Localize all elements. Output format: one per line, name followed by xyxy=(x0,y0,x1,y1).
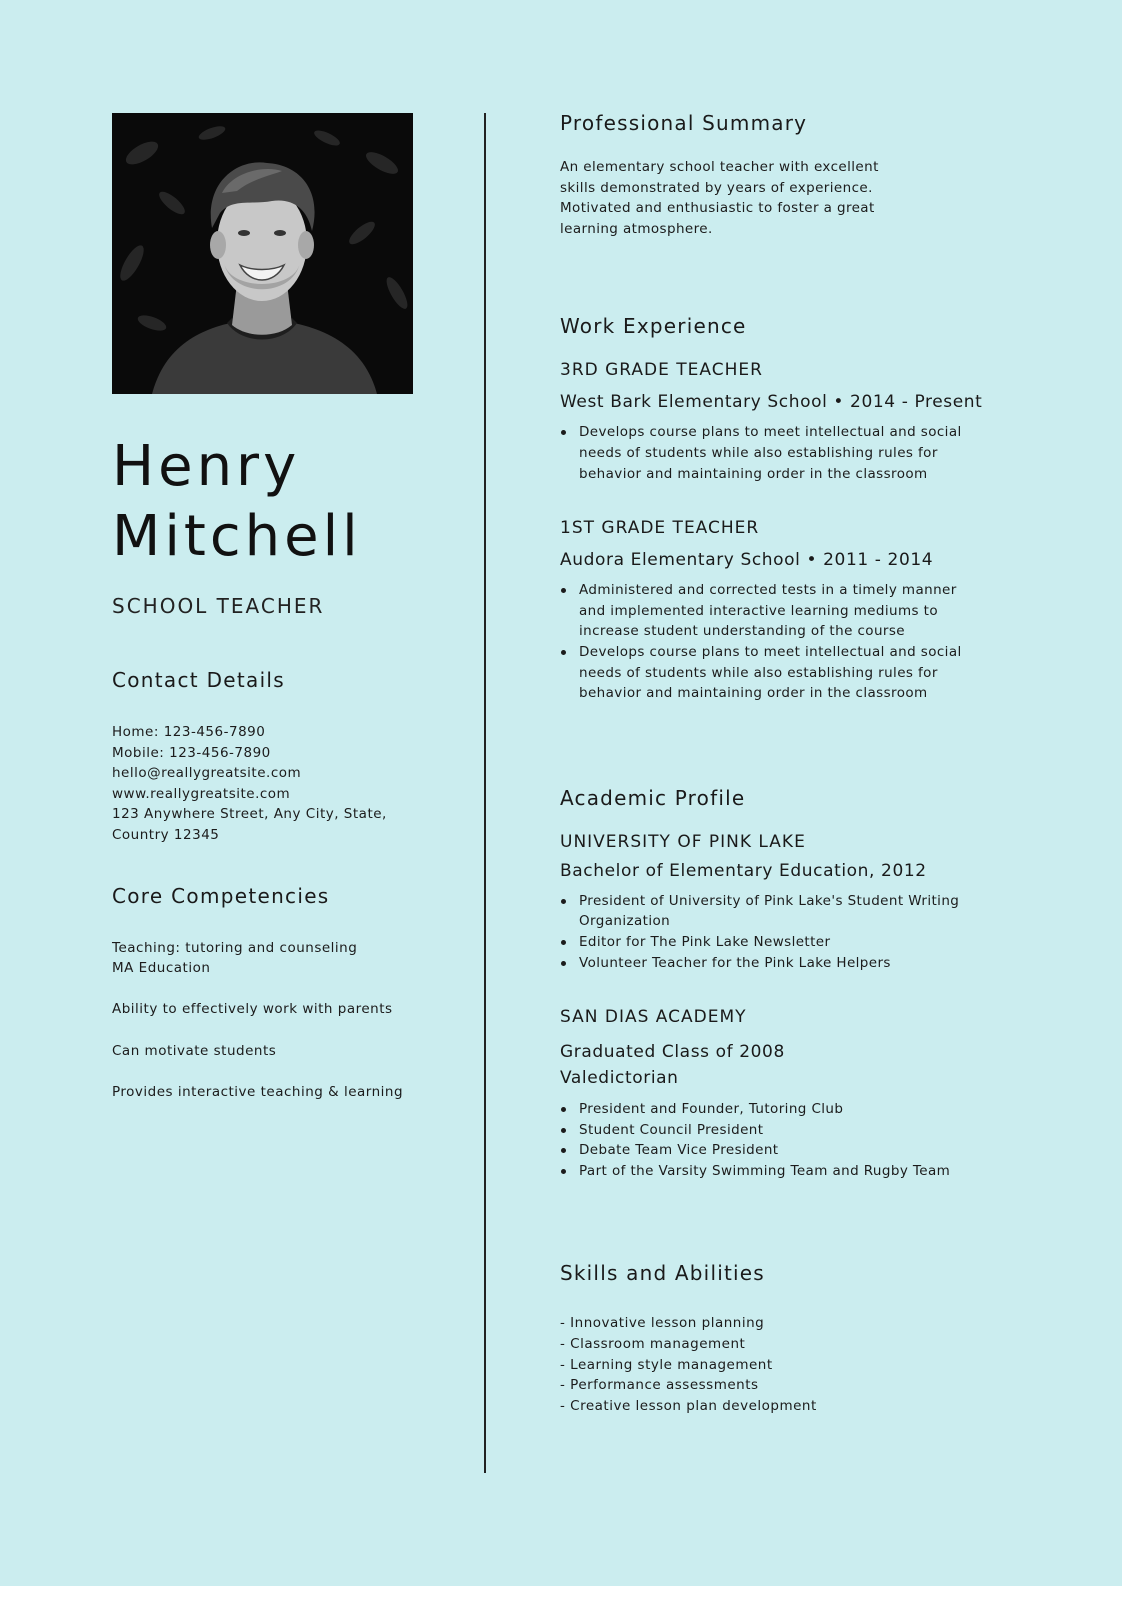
summary-heading: Professional Summary xyxy=(560,111,808,135)
contact-home: Home: 123-456-7890 xyxy=(112,724,266,740)
contact-email[interactable]: hello@reallygreatsite.com xyxy=(112,765,302,782)
portrait-image xyxy=(112,113,413,394)
contact-mobile: Mobile: 123-456-7890 xyxy=(112,744,271,761)
school-name-1: UNIVERSITY OF PINK LAKE xyxy=(560,831,806,852)
school-degree-1: Bachelor of Elementary Education, 2012 xyxy=(560,860,927,881)
school-bullets-1 xyxy=(560,891,1000,973)
contact-details xyxy=(112,722,442,846)
job-place-2: Audora Elementary School • 2011 - 2014 xyxy=(560,550,934,571)
school-name-2: SAN DIAS ACADEMY xyxy=(560,1007,747,1028)
left-column xyxy=(112,113,442,1102)
list-item: Part of the Varsity Swimming Team and Rugby Team xyxy=(560,1161,964,1182)
skill-item: - Innovative lesson planning xyxy=(560,1315,765,1332)
skill-item: - Learning style management xyxy=(560,1356,773,1373)
job-bullets-1 xyxy=(560,422,1000,484)
skill-item: - Classroom management xyxy=(560,1336,746,1353)
competency-item: Provides interactive teaching & learning xyxy=(112,1083,404,1100)
right-column xyxy=(560,111,1000,1416)
list-item: Develops course plans to meet intellectual and social needs of students while also establishing rules for behavior and maintaining order in the classroom xyxy=(560,422,964,484)
contact-address-line-1: 123 Anywhere Street, Any City, State, xyxy=(112,806,387,823)
summary-text: An elementary school teacher with excellent skills demonstrated by years of experience. Motivated and enthusiastic to foster a great learning atmosphere. xyxy=(560,159,879,237)
competency-item: Can motivate students xyxy=(112,1042,277,1059)
contact-website[interactable]: www.reallygreatsite.com xyxy=(112,785,291,802)
page-edge xyxy=(0,1586,1122,1600)
candidate-name xyxy=(112,432,442,572)
job-title-2: 1ST GRADE TEACHER xyxy=(560,518,760,539)
job-title: SCHOOL TEACHER xyxy=(112,594,325,618)
skill-item: - Performance assessments xyxy=(560,1377,759,1394)
competencies-heading: Core Competencies xyxy=(112,883,330,908)
job-title-1: 3RD GRADE TEACHER xyxy=(560,360,763,381)
competency-item: Ability to effectively work with parents xyxy=(112,1001,393,1018)
school-honor-line: Valedictorian xyxy=(560,1068,679,1089)
list-item: Student Council President xyxy=(560,1120,964,1141)
contact-heading: Contact Details xyxy=(112,668,286,692)
profile-photo xyxy=(112,113,413,394)
job-bullets-2 xyxy=(560,580,1000,704)
school-degree-2 xyxy=(560,1039,1000,1091)
job-place-1: West Bark Elementary School • 2014 - Present xyxy=(560,392,983,413)
column-divider xyxy=(484,113,486,1473)
competency-item: Teaching: tutoring and counseling xyxy=(112,939,358,956)
list-item: President and Founder, Tutoring Club xyxy=(560,1099,964,1120)
contact-address-line-2: Country 12345 xyxy=(112,826,220,843)
last-name: Mitchell xyxy=(112,504,362,569)
list-item: Debate Team Vice President xyxy=(560,1140,964,1161)
list-item: Administered and corrected tests in a timely manner and implemented interactive learning mediums to increase student understanding of the course xyxy=(560,580,964,642)
competency-item: MA Education xyxy=(112,960,211,977)
competencies-list xyxy=(112,938,442,1103)
work-heading: Work Experience xyxy=(560,314,747,339)
school-bullets-2 xyxy=(560,1099,1000,1181)
skills-heading: Skills and Abilities xyxy=(560,1261,765,1286)
list-item: Develops course plans to meet intellectual and social needs of students while also establishing rules for behavior and maintaining order in the classroom xyxy=(560,642,964,704)
list-item: Editor for The Pink Lake Newsletter xyxy=(560,932,964,953)
list-item: President of University of Pink Lake's Student Writing Organization xyxy=(560,891,964,932)
skill-item: - Creative lesson plan development xyxy=(560,1397,817,1414)
school-degree-line: Graduated Class of 2008 xyxy=(560,1042,785,1063)
first-name: Henry xyxy=(112,434,301,499)
academic-heading: Academic Profile xyxy=(560,785,746,810)
list-item: Volunteer Teacher for the Pink Lake Helpers xyxy=(560,953,964,974)
skills-list xyxy=(560,1313,1000,1416)
